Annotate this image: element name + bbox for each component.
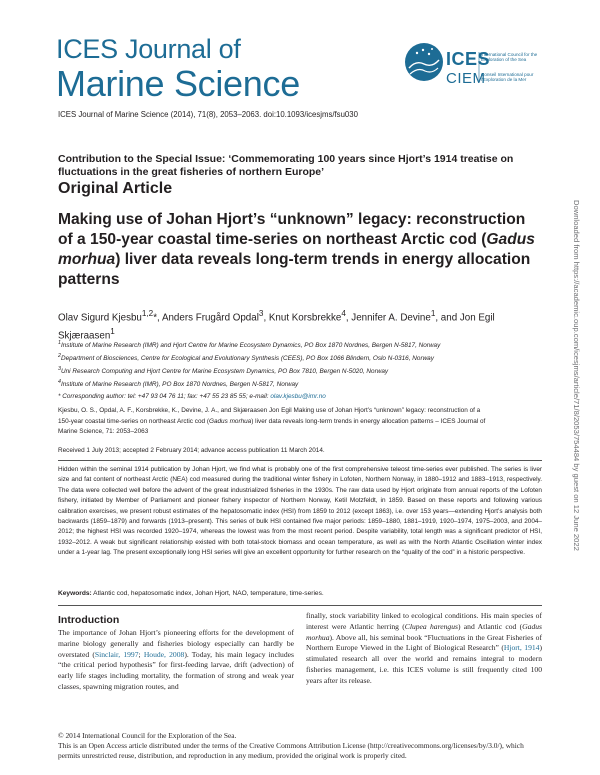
author-email-link[interactable]: olav.kjesbu@imr.no: [270, 393, 326, 400]
author-1-affil: 1,2: [141, 309, 154, 318]
keywords-text: Atlantic cod, hepatosomatic index, Johan Hjort, NAO, temperature, time-series.: [91, 590, 324, 597]
affiliation: $^3$Uni Research Computing and Hjort Centre for Marine Ecosystem Dynamics, PO Box 7810, Bergen N-5020, Norway: [58, 366, 389, 376]
affiliation: $^2$Department of Biosciences, Centre for Ecological and Evolutionary Synthesis (CEES), PO Box 1066 Blindern, Oslo N-0316, Norway: [58, 353, 434, 363]
cite-as: Kjesbu, O. S., Opdal, A. F., Korsbrekke, K., Devine, J. A., and Skjæraasen Jon Egil Making use of Johan Hjort’s “unknown” legacy: reconstruction of a 150-year coastal time-series on northeast Arctic cod (Gadus morhua) liver data reveals long-term trends in energy allocation patterns – ICES Journal of Marine Science, 71: 2053–2063: [58, 407, 486, 435]
special-issue-note: Contribution to the Special Issue: ‘Commemorating 100 years since Hjort’s 1914 treatise on fluctuations in the great fisheries of northern Europe’: [58, 153, 514, 178]
journal-title-line1: ICES Journal of: [56, 34, 241, 64]
author-1-corresp-mark: *: [153, 312, 158, 324]
intro-column-2: finally, stock variability linked to ecological conditions. His main species of interest were Atlantic herring (Clupea harengus) and Atlantic cod (Gadus morhua). Above all, his seminal book “Fluctuations in the Great Fisheries of Northern Europe Viewed in the Light of Biological Research” (Hjort, 1914) stimulated research all over the world and remains integral to modern fisheries management, i.e. this ICES volume is still frequently cited 100 years after its release.: [306, 611, 543, 685]
reference-link[interactable]: Sinclair, 1997: [94, 649, 139, 659]
keywords-label: Keywords:: [58, 590, 92, 597]
author-2: , Anders Frugård Opdal: [157, 312, 259, 324]
journal-citation: ICES Journal of Marine Science (2014), 71(8), 2053–2063. doi:10.1093/icesjms/fsu030: [58, 110, 358, 119]
received-dates: Received 1 July 2013; accepted 2 February 2014; advance access publication 11 March 2014.: [58, 447, 325, 454]
author-5-affil: 1: [110, 327, 115, 337]
title-part-2: ) liver data reveals long-term trends in energy allocation patterns: [58, 251, 531, 288]
copyright-footer: [58, 731, 542, 761]
affiliations: [58, 338, 538, 391]
divider: [58, 460, 542, 461]
affiliation: $^1$Institute of Marine Research (IMR) and Hjort Centre for Marine Ecosystem Dynamics, PO Box 1870 Nordnes, Bergen N-5817, Norway: [58, 340, 441, 350]
divider: [58, 605, 542, 606]
affiliation: $^4$Institute of Marine Research (IMR), PO Box 1870 Nordnes, Bergen N-5817, Norway: [58, 379, 299, 389]
author-4-affil: 1: [430, 309, 436, 318]
article-type: Original Article: [58, 180, 173, 197]
author-5: , and Jon Egil Skjæraasen: [58, 312, 495, 342]
corresponding-author: * Corresponding author: tel: +47 93 04 76 11; fax: +47 55 23 85 55; e-mail: olav.kjesbu@imr.no: [58, 393, 326, 400]
section-heading-introduction: Introduction: [58, 614, 120, 626]
article-title: [58, 210, 538, 290]
author-4: , Jennifer A. Devine: [345, 312, 431, 324]
intro-column-1: The importance of Johan Hjort’s pioneering efforts for the development of marine biology generally and fisheries biology especially can hardly be overstated (Sinclair, 1997; Houde, 2008). Today, his main legacy includes “the critical period hypothesis” for first-feeding larvae, drift (advection) of early life stages including mortality, the formation of strong and weak year classes, spawning migration routes, and: [58, 628, 294, 691]
download-watermark: Downloaded from https://academic.oup.com/icesjms/article/71/8/2053/754484 by guest on 12 June 2022: [572, 200, 581, 551]
ciem-wordmark: CIEM: [446, 70, 486, 87]
keywords: [58, 590, 324, 597]
ices-wordmark: ICES: [446, 49, 491, 69]
council-name-french: Conseil International pour l'Exploration de la Mer: [481, 72, 534, 83]
title-part-1: Making use of Johan Hjort’s “unknown” legacy: reconstruction of a 150-year coastal time-series on northeast Arctic cod (: [58, 211, 526, 248]
author-3-affil: 4: [341, 309, 346, 318]
title-species: Gadus morhua: [58, 231, 535, 268]
author-1: Olav Sigurd Kjesbu: [58, 312, 142, 324]
author-3: , Knut Korsbrekke: [263, 312, 342, 324]
reference-link[interactable]: Hjort, 1914: [503, 643, 540, 653]
reference-link[interactable]: Houde, 2008: [143, 649, 185, 659]
license-notice: This is an Open Access article distributed under the terms of the Creative Commons Attribution License (http://creativecommons.org/licenses/by/3.0/), which permits unrestricted reuse, distribution, and reproduction in any medium, provided the original work is properly cited.: [58, 741, 524, 760]
copyright-notice: © 2014 International Council for the Exploration of the Sea.: [58, 731, 237, 740]
council-name-english: International Council for the Exploration of the Sea: [481, 52, 538, 63]
journal-title-line2: Marine Science: [56, 63, 300, 104]
author-2-affil: 3: [258, 309, 264, 318]
abstract: Hidden within the seminal 1914 publication by Johan Hjort, we find what is probably one of the first comprehensive teleost time-series ever published. The series is liver size and fat content of northeast Arctic (NEA) cod measured during the traditional winter fishery in Lofoten, Northern Norway, in 1880–1912 and 1883–1913, respectively. The data were collected well before the advent of the great industrialized fisheries in the 1930s. The raw data used by Hjort originate from annual reports of the Lofoten fishery, initiated by Member of Parliament and pioneer fishery inspector of Northern Norway, Ketil Motzfeldt, in 1859. Based on these reports and following various calibration exercises, we present robust estimates of the hepatosomatic index (HSI) from 1859 to 2012 (except 1863), i.e. over 153 years—extending Hjort’s analysis both backwards (1859–1879) and forwards (1913–present). This series of bulk HSI contained five major periods: 1859–1880, 1881–1919, 1920–1974, 1975–2003, and 2004–2012; the highest HSI was recorded 1920–1974, whereas the lowest was from the most recent period. Despite variability, total length was a significant predictor of HSI, 1932–2012. A weak but significant relationship existed with both total-stock biomass and ocean temperature, as well as with the North Atlantic Oscillation winter index under a 1-year lag. The present exceptionally long HSI series will give an excellent opportunity for further research on the “quality of the cod” in a historic perspective.: [58, 466, 542, 557]
